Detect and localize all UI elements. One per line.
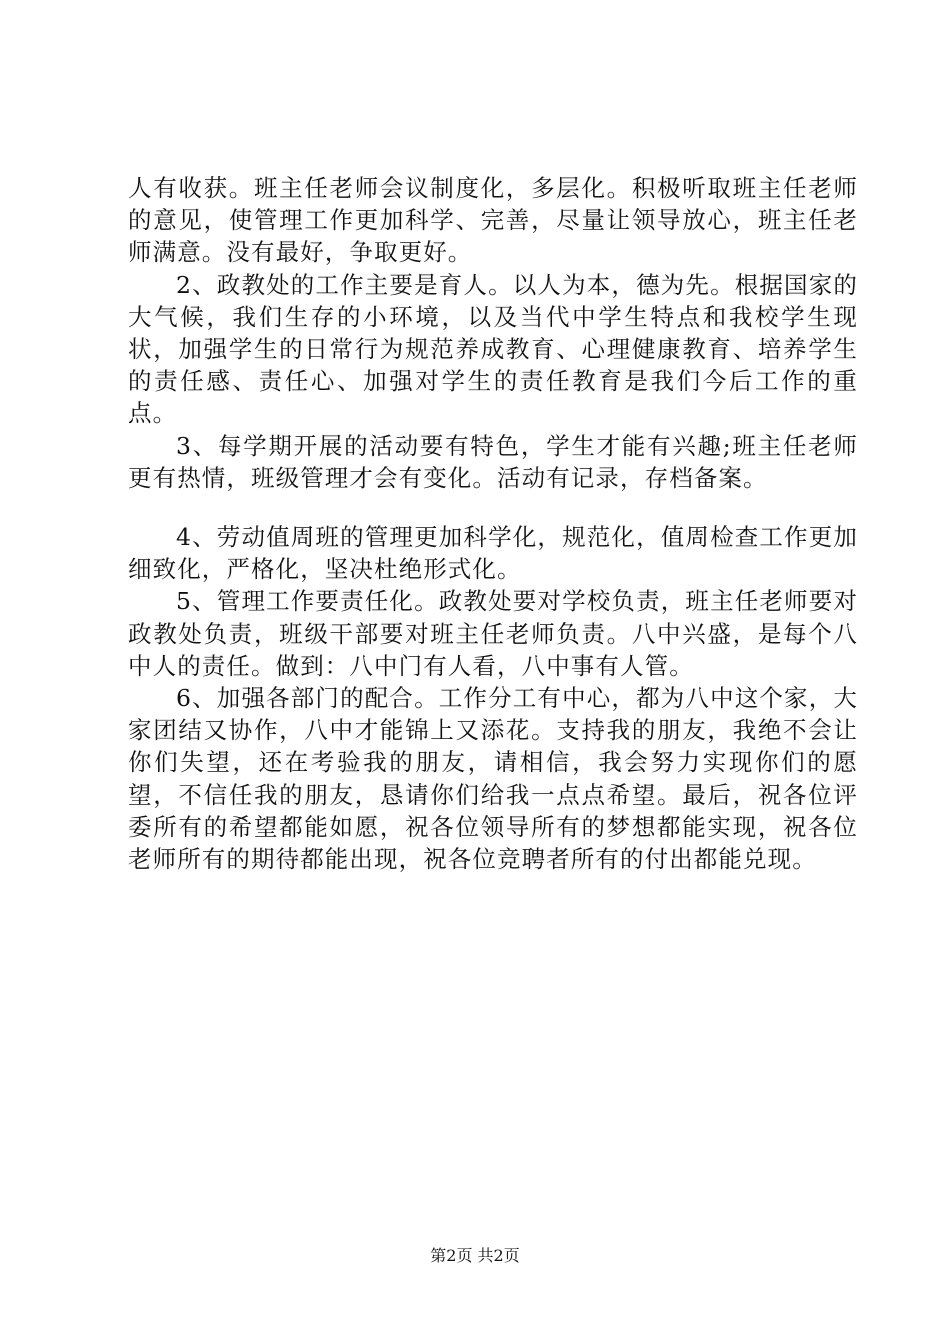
paragraph-item-3: 3、每学期开展的活动要有特色，学生才能有兴趣;班主任老师更有热情，班级管理才会有变化。活动有记录，存档备案。 (128, 431, 858, 492)
paragraph-continuation: 人有收获。班主任老师会议制度化，多层化。积极听取班主任老师的意见，使管理工作更加科学、完善，尽量让领导放心，班主任老师满意。没有最好，争取更好。 (128, 174, 858, 267)
paragraph-item-5: 5、管理工作要责任化。政教处要对学校负责，班主任老师要对政教处负责，班级干部要对班主任老师负责。八中兴盛，是每个八中人的责任。做到：八中门有人看，八中事有人管。 (128, 587, 858, 680)
paragraph-item-6: 6、加强各部门的配合。工作分工有中心，都为八中这个家，大家团结又协作，八中才能锦上又添花。支持我的朋友，我绝不会让你们失望，还在考验我的朋友，请相信，我会努力实现你们的愿望，不信任我的朋友，恳请你们给我一点点希望。最后，祝各位评委所有的希望都能如愿，祝各位领导所有的梦想都能实现，祝各位老师所有的期待都能出现，祝各位竞聘者所有的付出都能兑现。 (128, 684, 858, 874)
document-body (128, 172, 858, 875)
page-footer: 第2页 共2页 (430, 1246, 520, 1265)
paragraph-item-2: 2、政教处的工作主要是育人。以人为本，德为先。根据国家的大气候，我们生存的小环境，以及当代中学生特点和我校学生现状，加强学生的日常行为规范养成教育、心理健康教育、培养学生的责任感、责任心、加强对学生的责任教育是我们今后工作的重点。 (128, 270, 858, 428)
paragraph-item-4: 4、劳动值周班的管理更加科学化，规范化，值周检查工作更加细致化，严格化，坚决杜绝形式化。 (128, 523, 858, 584)
